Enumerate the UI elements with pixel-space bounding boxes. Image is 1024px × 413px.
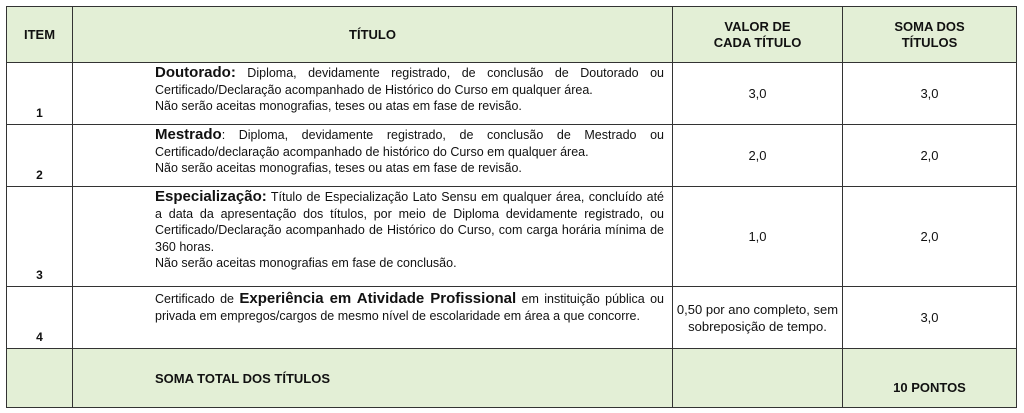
- header-item-label: ITEM: [23, 26, 56, 42]
- total-label: SOMA TOTAL DOS TÍTULOS: [73, 349, 673, 408]
- titulo-name: Doutorado:: [155, 64, 236, 81]
- soma-cell: 2,0: [843, 187, 1017, 287]
- header-valor-line1: VALOR DE: [724, 18, 791, 34]
- total-item-empty: [7, 349, 73, 408]
- header-row: [7, 7, 1017, 63]
- titulo-description: [155, 291, 664, 324]
- header-titulo: [73, 7, 673, 63]
- titulo-name: Especialização:: [155, 188, 267, 205]
- titulo-cell: [73, 63, 673, 125]
- table-row: [7, 287, 1017, 349]
- header-titulo-label: TÍTULO: [349, 26, 396, 42]
- titulo-cell: [73, 287, 673, 349]
- soma-cell: 3,0: [843, 287, 1017, 349]
- soma-cell: 3,0: [843, 63, 1017, 125]
- valor-cell: 3,0: [673, 63, 843, 125]
- total-row: [7, 349, 1017, 408]
- item-number: 4: [7, 287, 73, 349]
- titles-scoring-table: [6, 6, 1017, 408]
- total-valor-empty: [673, 349, 843, 408]
- titulo-name: Experiência em Atividade Profissional: [239, 290, 517, 307]
- titulo-desc: em instituição pública ou privada em empregos/cargos de mesmo nível de escolaridade em área a que concorre.: [155, 292, 665, 323]
- titulo-cell: [73, 125, 673, 187]
- titulo-cell: [73, 187, 673, 287]
- item-number: 2: [7, 125, 73, 187]
- header-item: [7, 7, 73, 63]
- titulo-desc: Título de Especialização Lato Sensu em qualquer área, concluído até a data da apresentação dos títulos, por meio de Diploma devidamente registrado, ou Certificado/Declaração acompanhado de Histórico do Curso, com carga horária mínima de 360 horas.: [155, 190, 664, 254]
- titulo-note: Não serão aceitas monografias, teses ou atas em fase de revisão.: [155, 161, 522, 175]
- soma-cell: 2,0: [843, 125, 1017, 187]
- header-soma: [843, 7, 1017, 63]
- valor-line2: sobreposição de tempo.: [688, 318, 827, 334]
- titulo-note: Não serão aceitas monografias em fase de conclusão.: [155, 256, 457, 270]
- valor-line1: 0,50 por ano completo, sem: [676, 301, 839, 317]
- header-valor-line2: CADA TÍTULO: [713, 34, 802, 50]
- table-row: [7, 63, 1017, 125]
- valor-cell: 2,0: [673, 125, 843, 187]
- titulo-prefix: Certificado de: [155, 292, 240, 306]
- header-valor: [673, 7, 843, 63]
- titulo-description: [155, 189, 664, 255]
- titulo-desc: : Diploma, devidamente registrado, de conclusão de Mestrado ou Certificado/declaração acompanhado de histórico do Curso em qualquer área.: [155, 128, 664, 159]
- table-row: [7, 125, 1017, 187]
- titulo-description: [155, 65, 664, 98]
- total-value: 10 PONTOS: [843, 349, 1017, 408]
- header-soma-line2: TÍTULOS: [901, 34, 958, 50]
- titulo-description: [155, 127, 664, 160]
- titulo-note: Não serão aceitas monografias, teses ou atas em fase de revisão.: [155, 99, 522, 113]
- table-row: [7, 187, 1017, 287]
- item-number: 3: [7, 187, 73, 287]
- item-number: 1: [7, 63, 73, 125]
- valor-cell: 1,0: [673, 187, 843, 287]
- valor-cell: [673, 287, 843, 349]
- header-soma-line1: SOMA DOS: [894, 18, 965, 34]
- titulo-name: Mestrado: [155, 126, 222, 143]
- titulo-desc: Diploma, devidamente registrado, de conclusão de Doutorado ou Certificado/Declaração acompanhado de Histórico do Curso em qualquer área.: [155, 66, 664, 97]
